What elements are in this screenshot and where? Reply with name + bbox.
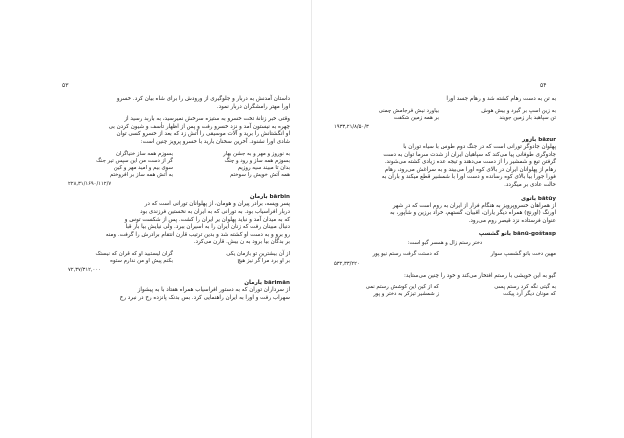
left-para3-line: سهراب رفت و اورا به ایران راهنمایی کرد. بس بدنک پانزده رخ در نبرد رخ [119, 294, 290, 301]
right-poem-4 [334, 284, 556, 298]
verse: به آتش همه ساز بر افروختم [109, 172, 173, 179]
right-para2-line: از همراهان خسروپرویز به هنگام فرار از ایران به روم است که در شهر [392, 202, 556, 209]
right-intro: به تن به دست رهام کشته شد و رهام جسد اورا [446, 96, 556, 102]
verse: که از کین این کوشش رستم نمی [365, 284, 439, 291]
left-poem-2 [68, 251, 290, 265]
verse: همه آتش خویش را سوختم [229, 172, 290, 179]
right-para2-line: عنوان فرستاده نزد قیصر روم می‌رود. [468, 217, 556, 224]
verse: به نوروز و مهر و به جشن بهار [223, 150, 290, 157]
entry-heading-transliteration: bātūy [537, 195, 556, 202]
left-poem-2-citation: ۷۲,۳۷/۳۱۲,۰۰۰ [68, 267, 101, 274]
right-para2-line: اورنگ (اورنج) همراه دیگر یاران، اقبیان، گستهم، خراد برزین و شاپور، به [390, 210, 556, 217]
verse: که مونان دیگر آرد پیکت [503, 291, 556, 298]
entry-heading-persian: بازور [522, 137, 537, 143]
left-intro-line: اورا مهتر رامشگران دربار نمود. [216, 103, 290, 110]
verse: به زین اسپ بر گیرد و بیش هوش [481, 107, 556, 114]
left-poem-1 [68, 151, 290, 180]
verse: گر از دست من این سپس تیر جنگ [96, 157, 173, 164]
verse: به گیتی نگه کرد رستم پسی [494, 284, 556, 291]
entry-heading-persian: بارمان [244, 280, 262, 287]
left-para2-line: دنبال مبینان رفت که زنان ایران را به اسیران ببرد. ولی نیایش بیا بار قبا [125, 224, 290, 231]
left-para1-line: چهره به نیستون آمد و نزد خسرو رفت و پس از اظهار تأسف و شیون کردن بی [108, 123, 290, 130]
verse: سوی بیم و امید مهر و کین [113, 164, 173, 171]
entry-subtitle: دختر رستم زال و همسر گیو است: [407, 240, 483, 247]
right-para1-line: فورا جورا بیا بالای کوه رسانده و دست اورا با شمشیر قطع میکند و باران به [381, 174, 556, 181]
entry-heading-transliteration: bāzur [538, 137, 556, 143]
left-intro-line: داستان آمدنش به دربار و جلوگیری از ورودش را برای شاه بیان کرد. خسرو [116, 96, 290, 102]
entry-heading-banu-goshasp [334, 230, 556, 238]
right-intro-poem-citation: ۱۹۳۳,۲۱/۸/۵۰/۳ [334, 124, 369, 130]
verse: بیاورد نیش فرجامش چمنی [378, 107, 439, 114]
left-para2-line: بر بدگان بیا برود به ن بیش. قارن می‌کرد. [193, 239, 290, 246]
verse: بسوزم همه ساز و رود و چنگ [224, 157, 290, 164]
right-page-number: ۵۴ [540, 82, 547, 89]
verse: بسوزم همه ساز خنیاگران [115, 150, 173, 157]
right-para1-line: حالت عادی بر میگردد. [504, 181, 556, 188]
entry-heading-persian: بانو گشسپ [478, 231, 512, 238]
left-para1-line: شادی اورا نشنود. آخرین سخنان بارید با خسرو پرویز چنین است: [140, 138, 290, 145]
right-intro-poem [334, 108, 556, 122]
right-para3: گیو به این خویشی با رستم افتخار می‌کند و خود را چنین می‌ستاید: [403, 272, 556, 279]
verse: بدان تا مبیند سیه روزیم [237, 164, 290, 171]
verse: ز شمشیر تیزکر به دختر و پور [373, 291, 439, 298]
left-para2-line: رو برو و به دست او کشته شد و بدین ترتیب قارن انتقام برادرش را گرفت. ومنه [105, 231, 290, 238]
left-page-number: ۵۳ [62, 82, 69, 89]
entry-heading-transliteration: bānū-goštasp [512, 231, 556, 238]
entry-heading-bazur [334, 136, 556, 144]
verse: تن سپاهبد بار زمین جویند [499, 114, 556, 121]
left-para2-line: که به میدان آمد و نباید پهلوان یر ایران را کشت. پس از شکست توس و [124, 216, 290, 223]
verse: از آن بیشترین تو بازمان یکی [226, 250, 290, 257]
verse: مهین دخت بانو گشسپ سوار [490, 251, 556, 258]
verse: بر او برد مرا گر نیز هیچ [237, 258, 290, 265]
entry-heading-transliteration: bārimān [263, 280, 290, 287]
right-poem-3 [334, 251, 556, 258]
left-para2-line: پسر ویسه، برادر پیران و هومان، از پهلوانان تورانی است که در [144, 201, 290, 208]
left-para1-line: وقتی خبر زنانۀ تخت خسرو به ستیزه سرخش نمیرسید، به باربد رسید از [124, 116, 290, 123]
verse: بکنم پیش او من ندارم ستوه [110, 258, 173, 265]
right-para1-line: جادوگری طوفانی پیا می‌کند که سپاهیان ایران از شدت سرما توان به دست [383, 151, 556, 158]
verse: گران لیستبید او که قران که نیستک [95, 250, 173, 257]
verse: که دستت گرفت رستم نیو پور [372, 251, 439, 258]
right-para1-line: رهام از پهلوانان ایران در بالای کوه اورا می‌بیند و به سراغش می‌رود، رهام [384, 166, 556, 173]
right-poem-3-citation: ۵۳۲,۳۳/۲۲۰ [334, 260, 360, 267]
verse: بر همه زمین شکفت [393, 114, 439, 121]
left-page-body [68, 96, 290, 303]
entry-heading-batuy [334, 195, 556, 203]
entry-heading-persian: باتوی [521, 195, 536, 202]
right-page [312, 0, 624, 438]
left-para1-line: او انگشتانش را برید و آلات موسیقی را آتش زد که بعد از خسرو کسی توان [116, 131, 290, 138]
left-poem-1-citation: ۲۲۸,۳۱/۱۶۹۰/۱۱۲/۷ [68, 181, 112, 188]
entry-heading-persian: بارمان [249, 194, 268, 201]
left-para3-line: از سرداران توران که به دستور افراسیاب همراه هفتاد با به پیشواز [137, 287, 290, 294]
left-para2-line: دربار افراسیاب بود. به تورانی که به ایران به نخستین فرزندی بود [140, 208, 290, 215]
entry-heading-transliteration: bārbin [269, 194, 290, 201]
right-para1-line: پهلوان جادوگر تورانی است که در جنگ دوم طوس با سیاه توران با [403, 144, 556, 150]
right-page-body [334, 96, 556, 301]
right-para1-line: گرفتن تیغ و شمشیر را از دست می‌دهند و تیجه عده زیادی کشته می‌شوند. [384, 159, 556, 166]
